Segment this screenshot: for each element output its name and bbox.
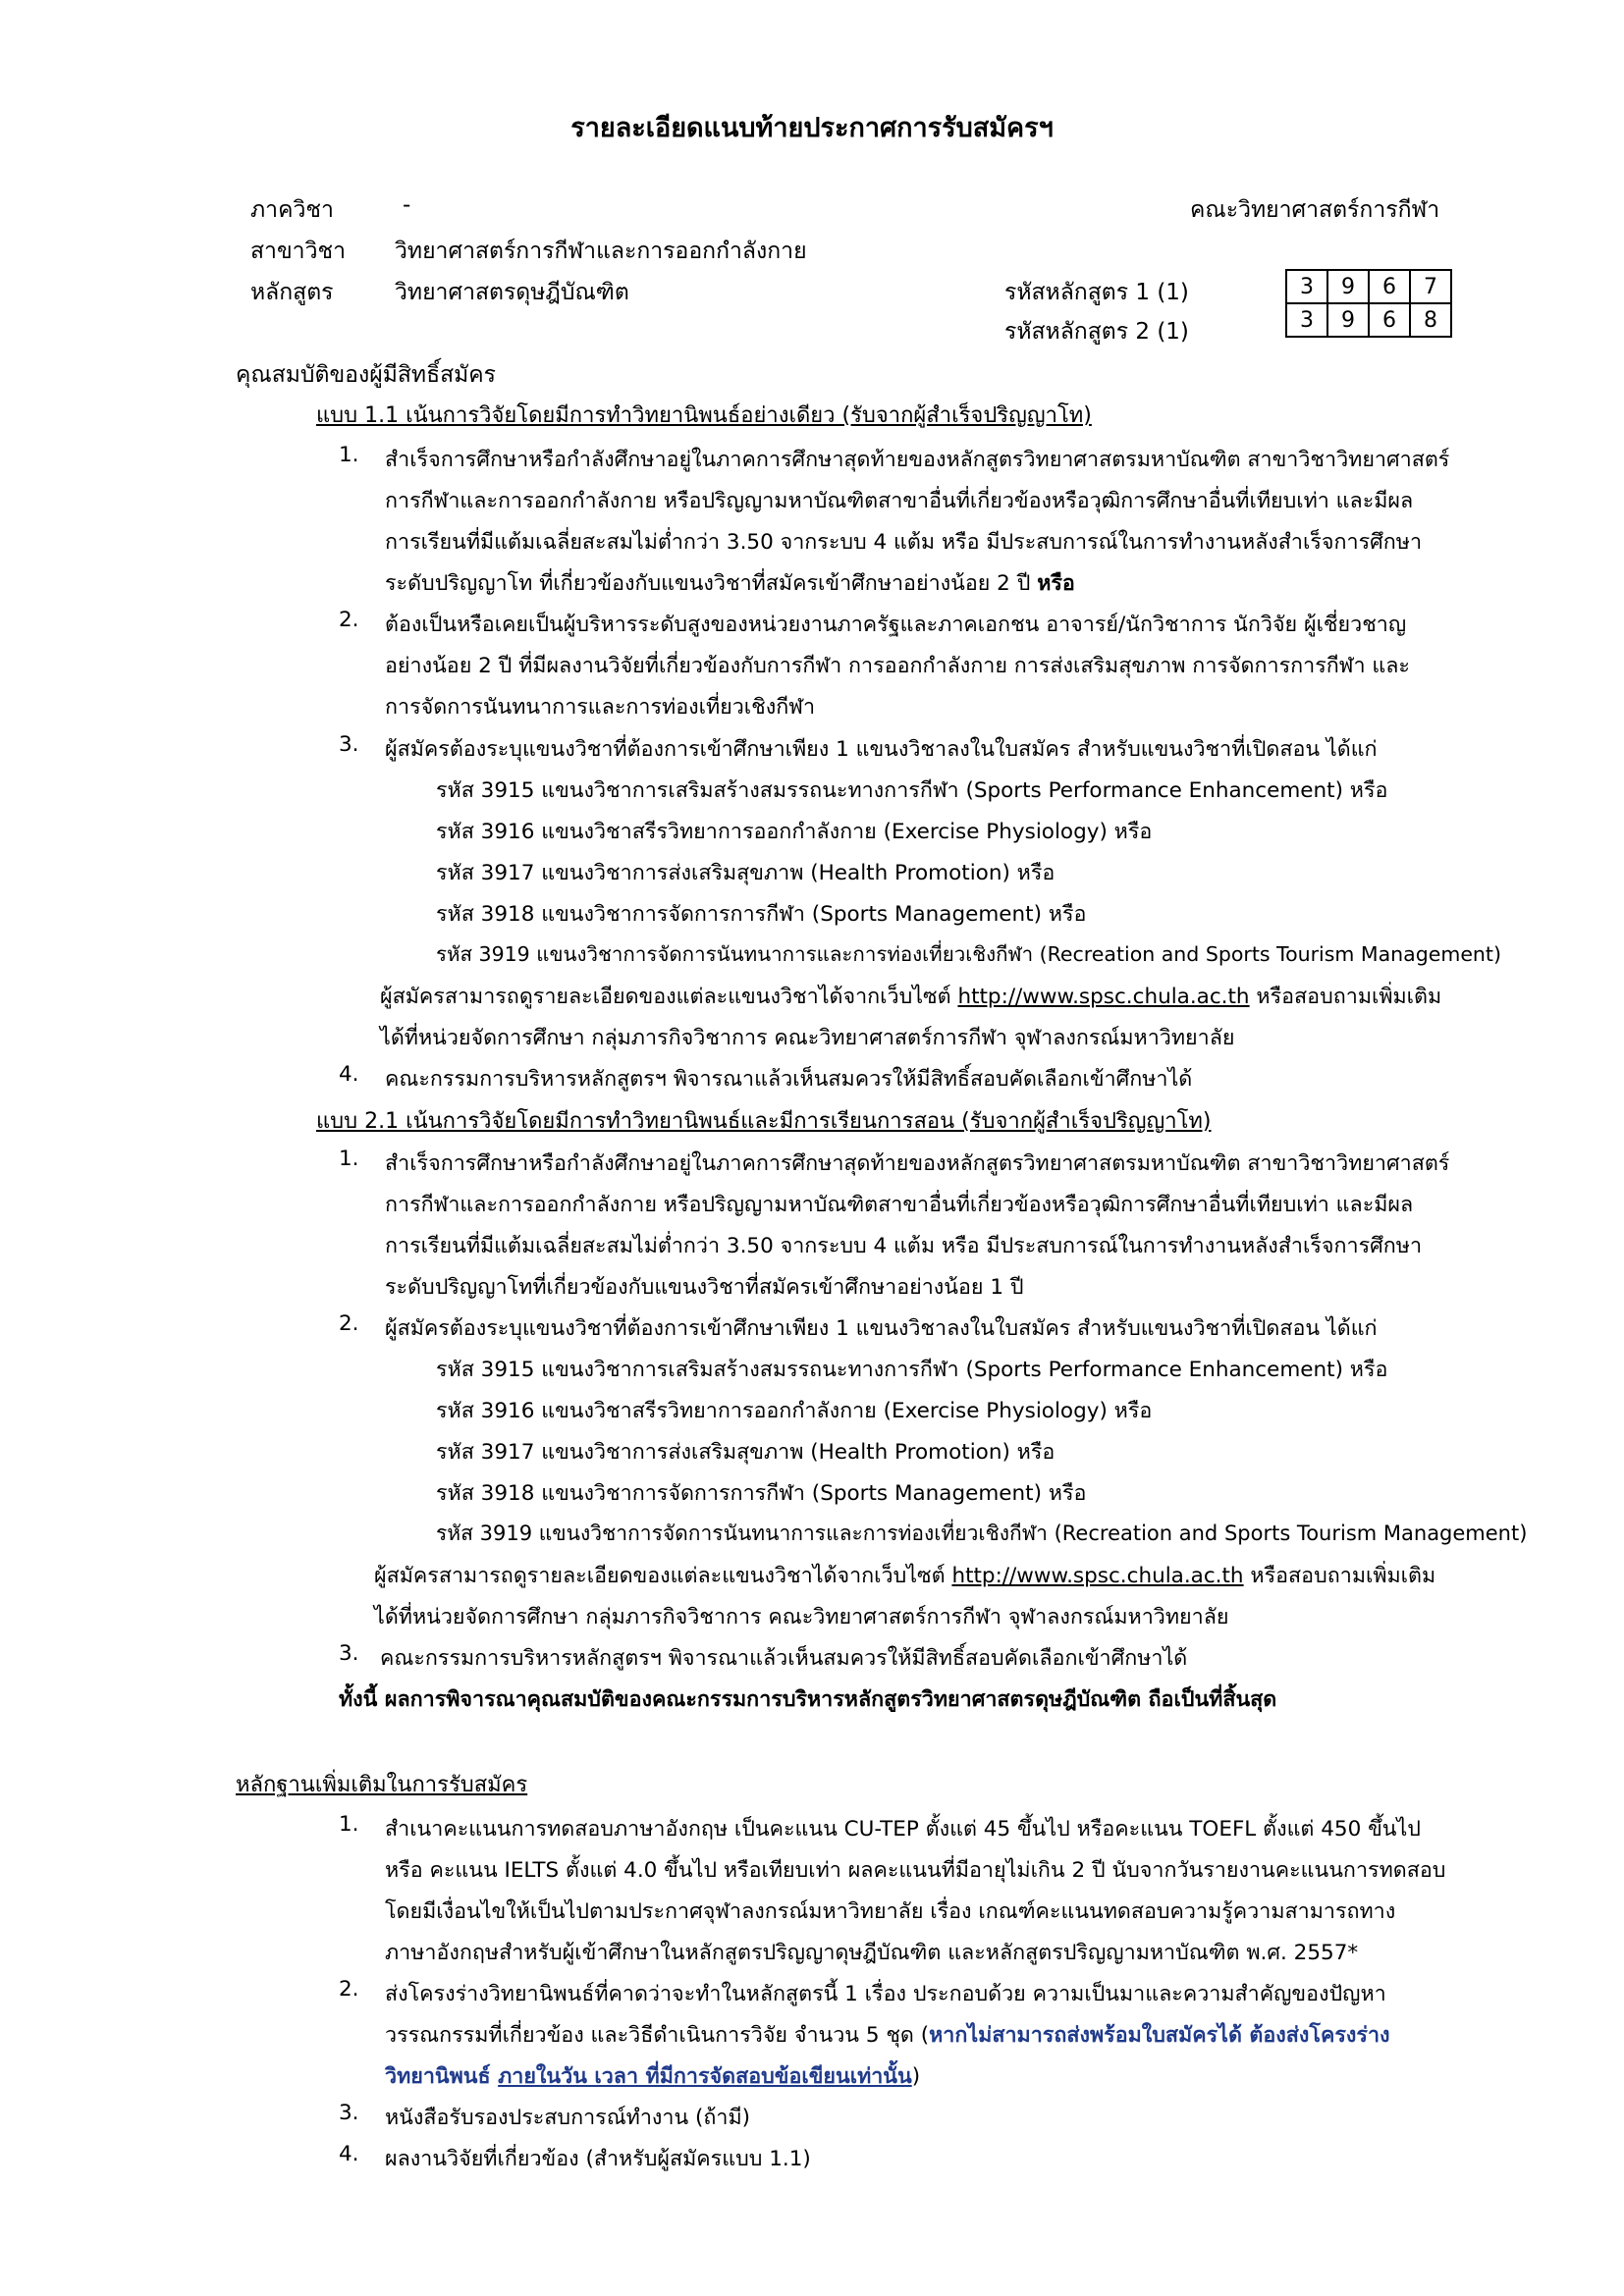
major-label: สาขาวิชา [250,239,347,264]
final-note: ทั้งนี้ ผลการพิจารณาคุณสมบัติของคณะกรรมการบริหารหลักสูตรวิทยาศาสตรดุษฎีบัณฑิต ถือเป็นที่สิ้นสุด [339,1687,1277,1712]
evidence-item1-line: สำเนาคะแนนการทดสอบภาษาอังกฤษ เป็นคะแนน CU-TEP ตั้งแต่ 45 ขึ้นไป หรือคะแนน TOEFL ตั้งแต่ 450 ขึ้นไป [385,1817,1421,1842]
track-info-line: ได้ที่หน่วยจัดการศึกษา กลุ่มภารกิจวิชาการ คณะวิทยาศาสตร์การกีฬา จุฬาลงกรณ์มหาวิทยาลัย [374,1605,1229,1629]
track-item: รหัส 3918 แขนงวิชาการจัดการการกีฬา (Sports Management) หรือ [436,1481,1087,1506]
evidence-item2-line: ส่งโครงร่างวิทยานิพนธ์ที่คาดว่าจะทำในหลักสูตรนี้ 1 เรื่อง ประกอบด้วย ความเป็นมาและความสำคัญของปัญหา [385,1982,1386,2006]
page-title: รายละเอียดแนบท้ายประกาศการรับสมัครฯ [570,113,1054,143]
track-item: รหัส 3915 แขนงวิชาการเสริมสร้างสมรรถนะทางการกีฬา (Sports Performance Enhancement) หรือ [436,1358,1388,1382]
track-item: รหัส 3919 แขนงวิชาการจัดการนันทนาการและการท่องเที่ยวเชิงกีฬา (Recreation and Sports Tourism Management) [436,942,1501,966]
list-number: 1. [339,1147,359,1171]
plan1-heading: แบบ 1.1 เน้นการวิจัยโดยมีการทำวิทยานิพนธ์อย่างเดียว (รับจากผู้สำเร็จปริญญาโท) [316,403,1092,428]
plan1-item2-line: การจัดการนันทนาการและการท่องเที่ยวเชิงกีฬา [385,695,816,720]
program-value: วิทยาศาสตรดุษฎีบัณฑิต [395,280,629,305]
code-digit: 6 [1369,303,1410,337]
track-info-text: หรือสอบถามเพิ่มเติม [1243,1564,1436,1588]
track-item: รหัส 3917 แขนงวิชาการส่งเสริมสุขภาพ (Health Promotion) หรือ [436,1440,1056,1465]
plan2-heading: แบบ 2.1 เน้นการวิจัยโดยมีการทำวิทยานิพนธ์และมีการเรียนการสอน (รับจากผู้สำเร็จปริญญาโท) [316,1109,1212,1134]
plan2-item1-line: สำเร็จการศึกษาหรือกำลังศึกษาอยู่ในภาคการศึกษาสุดท้ายของหลักสูตรวิทยาศาสตรมหาบัณฑิต สาขาวิชาวิทยาศาสตร์ [385,1151,1450,1176]
evidence-item2-line [385,2018,1390,2052]
list-number: 4. [339,1062,359,1087]
plan1-item1-line [385,566,1075,600]
program-code-1-label: รหัสหลักสูตร 1 (1) [1004,280,1189,305]
plan2-item1-line: ระดับปริญญาโทที่เกี่ยวข้องกับแขนงวิชาที่สมัครเข้าศึกษาอย่างน้อย 1 ปี [385,1275,1024,1300]
list-number: 4. [339,2142,359,2166]
track-info-line [374,1559,1435,1592]
plan2-item2-line: ผู้สมัครต้องระบุแขนงวิชาที่ต้องการเข้าศึกษาเพียง 1 แขนงวิชาลงในใบสมัคร สำหรับแขนงวิชาที่เปิดสอน ได้แก่ [385,1316,1378,1341]
plan1-item1-line: การเรียนที่มีแต้มเฉลี่ยสะสมไม่ต่ำกว่า 3.50 จากระบบ 4 แต้ม หรือ มีประสบการณ์ในการทำงานหลังสำเร็จการศึกษา [385,530,1423,555]
evidence-item1-line: โดยมีเงื่อนไขให้เป็นไปตามประกาศจุฬาลงกรณ์มหาวิทยาลัย เรื่อง เกณฑ์คะแนนทดสอบความรู้ความสามารถทาง [385,1899,1396,1924]
track-info-line [380,980,1441,1013]
list-number: 1. [339,1812,359,1837]
website-link[interactable]: http://www.spsc.chula.ac.th [951,1564,1244,1588]
plan1-item3-line: ผู้สมัครต้องระบุแขนงวิชาที่ต้องการเข้าศึกษาเพียง 1 แขนงวิชาลงในใบสมัคร สำหรับแขนงวิชาที่เปิดสอน ได้แก่ [385,737,1378,762]
program-code-1-boxes [1285,269,1452,338]
list-number: 2. [339,1311,359,1336]
dept-value: - [403,192,411,218]
program-code-2-label: รหัสหลักสูตร 2 (1) [1004,319,1189,345]
code-digit: 3 [1286,270,1327,303]
plan2-item3-line: คณะกรรมการบริหารหลักสูตรฯ พิจารณาแล้วเห็นสมควรให้มีสิทธิ์สอบคัดเลือกเข้าศึกษาได้ [380,1646,1188,1671]
plan1-item2-line: อย่างน้อย 2 ปี ที่มีผลงานวิจัยที่เกี่ยวข้องกับการกีฬา การออกกำลังกาย การส่งเสริมสุขภาพ การจัดการการกีฬา และ [385,654,1410,678]
evidence-item2-text: ) [911,2064,921,2089]
track-info-text: ผู้สมัครสามารถดูรายละเอียดของแต่ละแขนงวิชาได้จากเว็บไซต์ [374,1564,952,1588]
or-bold: หรือ [1037,571,1075,596]
track-item: รหัส 3916 แขนงวิชาสรีรวิทยาการออกกำลังกาย (Exercise Physiology) หรือ [436,1399,1153,1423]
major-value: วิทยาศาสตร์การกีฬาและการออกกำลังกาย [395,239,807,264]
code-digit: 7 [1410,270,1451,303]
code-digit: 3 [1286,303,1327,337]
list-number: 2. [339,608,359,632]
website-link[interactable]: http://www.spsc.chula.ac.th [957,985,1250,1009]
track-item: รหัส 3917 แขนงวิชาการส่งเสริมสุขภาพ (Health Promotion) หรือ [436,861,1056,885]
track-item: รหัส 3915 แขนงวิชาการเสริมสร้างสมรรถนะทางการกีฬา (Sports Performance Enhancement) หรือ [436,778,1388,803]
evidence-item2-text: วรรณกรรมที่เกี่ยวข้อง และวิธีดำเนินการวิจัย จำนวน 5 ชุด ( [385,2023,930,2048]
faculty-name: คณะวิทยาศาสตร์การกีฬา [1190,197,1440,223]
program-label: หลักสูตร [250,280,334,305]
list-number: 3. [339,2101,359,2125]
track-info-line: ได้ที่หน่วยจัดการศึกษา กลุ่มภารกิจวิชาการ คณะวิทยาศาสตร์การกีฬา จุฬาลงกรณ์มหาวิทยาลัย [380,1026,1235,1050]
code-digit: 9 [1327,270,1369,303]
qualifications-heading: คุณสมบัติของผู้มีสิทธิ์สมัคร [236,362,497,388]
list-number: 3. [339,732,359,757]
plan2-item1-line: การกีฬาและการออกกำลังกาย หรือปริญญามหาบัณฑิตสาขาอื่นที่เกี่ยวข้องหรือวุฒิการศึกษาอื่นที่เทียบเท่า และมีผล [385,1193,1414,1217]
code-digit: 9 [1327,303,1369,337]
track-item: รหัส 3916 แขนงวิชาสรีรวิทยาการออกกำลังกาย (Exercise Physiology) หรือ [436,820,1153,844]
plan2-item1-line: การเรียนที่มีแต้มเฉลี่ยสะสมไม่ต่ำกว่า 3.50 จากระบบ 4 แต้ม หรือ มีประสบการณ์ในการทำงานหลังสำเร็จการศึกษา [385,1234,1423,1258]
plan1-item4-line: คณะกรรมการบริหารหลักสูตรฯ พิจารณาแล้วเห็นสมควรให้มีสิทธิ์สอบคัดเลือกเข้าศึกษาได้ [385,1067,1193,1092]
list-number: 1. [339,443,359,467]
plan1-item2-line: ต้องเป็นหรือเคยเป็นผู้บริหารระดับสูงของหน่วยงานภาครัฐและภาคเอกชน อาจารย์/นักวิชาการ นักวิจัย ผู้เชี่ยวชาญ [385,613,1407,637]
plan1-item1-text: ระดับปริญญาโท ที่เกี่ยวข้องกับแขนงวิชาที่สมัครเข้าศึกษาอย่างน้อย 2 ปี [385,571,1038,596]
track-item: รหัส 3918 แขนงวิชาการจัดการการกีฬา (Sports Management) หรือ [436,902,1087,927]
evidence-item2-deadline: ภายในวัน เวลา ที่มีการจัดสอบข้อเขียนเท่านั้น [498,2064,912,2089]
list-number: 3. [339,1641,359,1666]
evidence-item2-emphasis: หากไม่สามารถส่งพร้อมใบสมัครได้ ต้องส่งโครงร่าง [929,2023,1390,2048]
evidence-item3-line: หนังสือรับรองประสบการณ์ทำงาน (ถ้ามี) [385,2106,751,2130]
plan1-item1-line: สำเร็จการศึกษาหรือกำลังศึกษาอยู่ในภาคการศึกษาสุดท้ายของหลักสูตรวิทยาศาสตรมหาบัณฑิต สาขาวิชาวิทยาศาสตร์ [385,448,1450,472]
plan1-item1-line: การกีฬาและการออกกำลังกาย หรือปริญญามหาบัณฑิตสาขาอื่นที่เกี่ยวข้องหรือวุฒิการศึกษาอื่นที่เทียบเท่า และมีผล [385,489,1414,513]
evidence-item1-line: ภาษาอังกฤษสำหรับผู้เข้าศึกษาในหลักสูตรปริญญาดุษฎีบัณฑิต และหลักสูตรปริญญามหาบัณฑิต พ.ศ. 2557* [385,1941,1359,1965]
list-number: 2. [339,1977,359,2002]
evidence-item1-line: หรือ คะแนน IELTS ตั้งแต่ 4.0 ขึ้นไป หรือเทียบเท่า ผลคะแนนที่มีอายุไม่เกิน 2 ปี นับจากวันรายงานคะแนนการทดสอบ [385,1858,1446,1883]
track-info-text: ผู้สมัครสามารถดูรายละเอียดของแต่ละแขนงวิชาได้จากเว็บไซต์ [380,985,958,1009]
evidence-item2-emphasis: วิทยานิพนธ์ [385,2064,499,2089]
evidence-heading: หลักฐานเพิ่มเติมในการรับสมัคร [236,1773,528,1797]
track-info-text: หรือสอบถามเพิ่มเติม [1249,985,1442,1009]
code-digit: 6 [1369,270,1410,303]
track-item: รหัส 3919 แขนงวิชาการจัดการนันทนาการและการท่องเที่ยวเชิงกีฬา (Recreation and Sports Tourism Management) [436,1522,1528,1545]
evidence-item2-line [385,2059,920,2093]
code-digit: 8 [1410,303,1451,337]
dept-label: ภาควิชา [250,197,334,223]
evidence-item4-line: ผลงานวิจัยที่เกี่ยวข้อง (สำหรับผู้สมัครแบบ 1.1) [385,2147,811,2171]
